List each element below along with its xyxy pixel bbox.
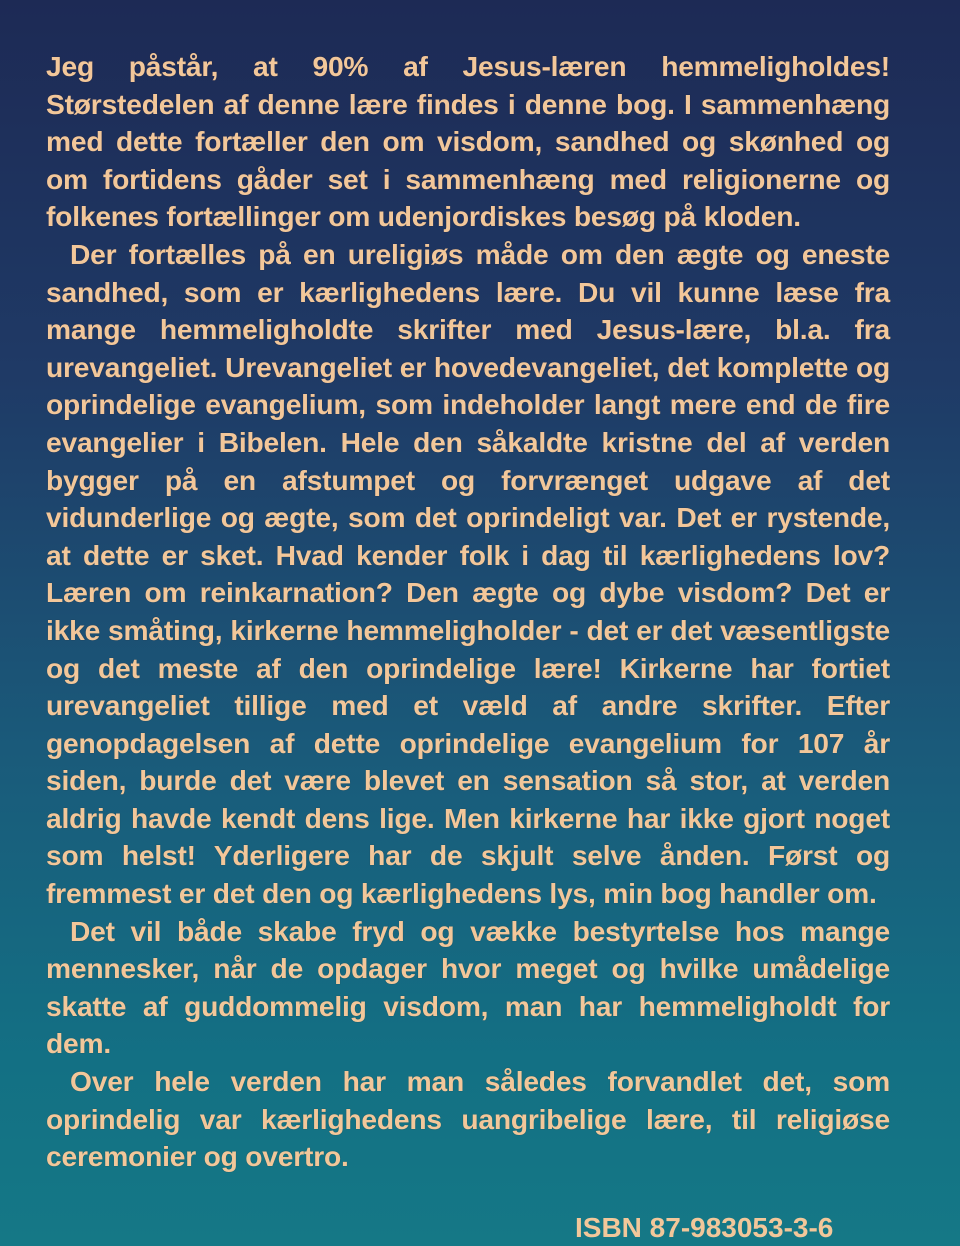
blurb-paragraph-3: Det vil både skabe fryd og vække bestyrtelse hos mange mennesker, når de opdager hvor meget og hvilke umådelige skatte af guddommelig visdom, man har hemmeligholdt for dem. — [46, 914, 890, 1060]
isbn-number: ISBN 87-983053-3-6 — [575, 1212, 834, 1243]
back-cover-blurb — [46, 48, 890, 1176]
blurb-paragraph-4: Over hele verden har man således forvandlet det, som oprindelig var kærlighedens uangribelige lære, til religiøse ceremonier og overtro. — [46, 1065, 890, 1173]
blurb-paragraph-1: Jeg påstår, at 90% af Jesus-læren hemmeligholdes! Størstedelen af denne lære findes i denne bog. I sammenhæng med dette fortæller den om visdom, sandhed og skønhed og om fortidens gåder set i sammenhæng med religionerne og folkenes fortællinger om udenjordiskes besøg på kloden. — [46, 50, 890, 233]
blurb-paragraph-2: Der fortælles på en ureligiøs måde om den ægte og eneste sandhed, som er kærlighedens lære. Du vil kunne læse fra mange hemmeligholdte skrifter med Jesus-lære, bl.a. fra urevangeliet. Urevangeliet er hovedevangeliet, det komplette og oprindelige evangelium, som indeholder langt mere end de fire evangelier i Bibelen. Hele den såkaldte kristne del af verden bygger på en afstumpet og forvrænget udgave af det vidunderlige og ægte, som det oprindeligt var. Det er rystende, at dette er sket. Hvad kender folk i dag til kærlighedens lov? Læren om reinkarnation? Den ægte og dybe visdom? Det er ikke småting, kirkerne hemmeligholder - det er det væsentligste og det meste af den oprindelige lære! Kirkerne har fortiet urevangeliet tillige med et væld af andre skrifter. Efter genopdagelsen af dette oprindelige evangelium for 107 år siden, burde det være blevet en sensation så stor, at verden aldrig havde kendt dens lige. Men kirkerne har ikke gjort noget som helst! Yderligere har de skjult selve ånden. Først og fremmest er det den og kærlighedens lys, min bog handler om. — [46, 237, 890, 910]
